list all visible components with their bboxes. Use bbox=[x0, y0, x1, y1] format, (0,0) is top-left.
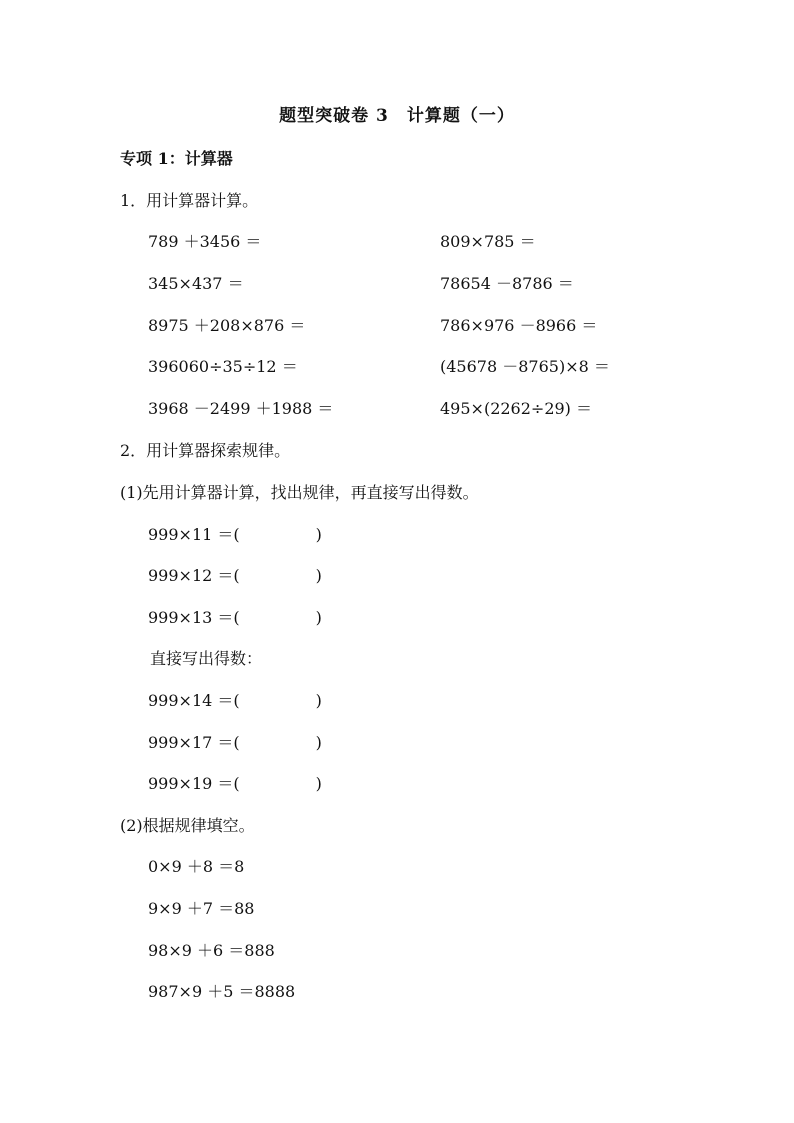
question-2-part-2-prompt: (2)根据规律填空。 bbox=[120, 816, 255, 835]
answer-paren-open: ( bbox=[233, 774, 240, 793]
answer-paren-close: ) bbox=[315, 566, 322, 585]
pattern-row: 98×9 ＋6 ＝888 bbox=[148, 941, 275, 960]
question-2-part-1-prompt: (1)先用计算器计算，找出规律，再直接写出得数。 bbox=[120, 483, 479, 502]
question-2-prompt: 2．用计算器探索规律。 bbox=[120, 441, 291, 460]
fill-blank-row bbox=[148, 525, 322, 545]
answer-paren-open: ( bbox=[233, 691, 240, 710]
answer-paren-close: ) bbox=[315, 691, 322, 710]
q1-left-expression: 345×437 ＝ bbox=[148, 274, 244, 293]
answer-paren-close: ) bbox=[315, 774, 322, 793]
q1-left-expression: 3968 －2499 ＋1988 ＝ bbox=[148, 399, 334, 418]
q1-right-expression: 495×(2262÷29) ＝ bbox=[440, 399, 593, 418]
answer-paren-open: ( bbox=[233, 525, 240, 544]
expression: 999×12 ＝ bbox=[148, 566, 234, 585]
expression: 999×13 ＝ bbox=[148, 608, 234, 627]
answer-paren-close: ) bbox=[315, 608, 322, 627]
q1-right-expression: 786×976 －8966 ＝ bbox=[440, 316, 598, 335]
q1-right-expression: 809×785 ＝ bbox=[440, 232, 536, 251]
expression: 999×11 ＝ bbox=[148, 525, 234, 544]
expression: 999×14 ＝ bbox=[148, 691, 234, 710]
direct-answer-label: 直接写出得数： bbox=[150, 649, 263, 668]
answer-paren-close: ) bbox=[315, 733, 322, 752]
fill-blank-row bbox=[148, 691, 322, 711]
q1-right-expression: (45678 －8765)×8 ＝ bbox=[440, 357, 610, 376]
pattern-row: 0×9 ＋8 ＝8 bbox=[148, 857, 245, 876]
fill-blank-row bbox=[148, 774, 322, 794]
pattern-row: 987×9 ＋5 ＝8888 bbox=[148, 982, 296, 1001]
pattern-row: 9×9 ＋7 ＝88 bbox=[148, 899, 255, 918]
answer-paren-open: ( bbox=[233, 608, 240, 627]
fill-blank-row bbox=[148, 608, 322, 628]
question-1-prompt: 1．用计算器计算。 bbox=[120, 191, 259, 210]
answer-paren-open: ( bbox=[233, 733, 240, 752]
fill-blank-row bbox=[148, 566, 322, 586]
answer-paren-close: ) bbox=[315, 525, 322, 544]
page-title: 题型突破卷 3 计算题（一） bbox=[279, 106, 515, 126]
expression: 999×17 ＝ bbox=[148, 733, 234, 752]
answer-paren-open: ( bbox=[233, 566, 240, 585]
fill-blank-row bbox=[148, 733, 322, 753]
q1-left-expression: 8975 ＋208×876 ＝ bbox=[148, 316, 306, 335]
q1-left-expression: 789 ＋3456 ＝ bbox=[148, 232, 262, 251]
section-heading: 专项 1：计算器 bbox=[120, 149, 233, 168]
expression: 999×19 ＝ bbox=[148, 774, 234, 793]
q1-right-expression: 78654 －8786 ＝ bbox=[440, 274, 574, 293]
q1-left-expression: 396060÷35÷12 ＝ bbox=[148, 357, 298, 376]
